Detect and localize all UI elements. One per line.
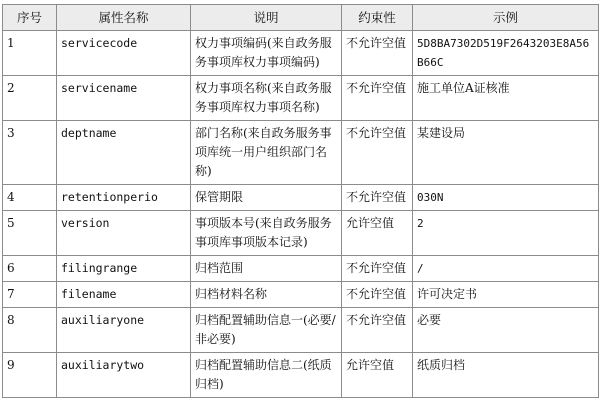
table-row (3, 31, 599, 76)
cell-example: 施工单位A证核准 (413, 76, 599, 121)
cell-attribute: servicecode (57, 31, 191, 76)
cell-constraint: 允许空值 (342, 211, 413, 256)
cell-no: 6 (3, 256, 57, 282)
header-description: 说明 (191, 5, 342, 31)
cell-constraint: 不允许空值 (342, 308, 413, 353)
cell-description: 权力事项编码(来自政务服务事项库权力事项编码) (191, 31, 342, 76)
cell-constraint: 不允许空值 (342, 282, 413, 308)
table-row (3, 121, 599, 185)
cell-attribute: auxiliaryone (57, 308, 191, 353)
cell-constraint: 允许空值 (342, 353, 413, 398)
cell-no: 8 (3, 308, 57, 353)
cell-description: 归档配置辅助信息二(纸质归档) (191, 353, 342, 398)
cell-constraint: 不允许空值 (342, 76, 413, 121)
cell-example: 纸质归档 (413, 353, 599, 398)
header-example: 示例 (413, 5, 599, 31)
cell-example: 030N (413, 185, 599, 211)
table-row (3, 185, 599, 211)
header-no: 序号 (3, 5, 57, 31)
cell-example: 某建设局 (413, 121, 599, 185)
cell-example: 2 (413, 211, 599, 256)
cell-no: 3 (3, 121, 57, 185)
cell-example: / (413, 256, 599, 282)
cell-attribute: servicename (57, 76, 191, 121)
cell-no: 5 (3, 211, 57, 256)
cell-no: 7 (3, 282, 57, 308)
table-row (3, 282, 599, 308)
table-row (3, 76, 599, 121)
cell-description: 归档配置辅助信息一(必要/非必要) (191, 308, 342, 353)
cell-description: 保管期限 (191, 185, 342, 211)
cell-constraint: 不允许空值 (342, 256, 413, 282)
cell-attribute: auxiliarytwo (57, 353, 191, 398)
cell-description: 权力事项名称(来自政务服务事项库权力事项名称) (191, 76, 342, 121)
cell-example: 许可决定书 (413, 282, 599, 308)
cell-constraint: 不允许空值 (342, 31, 413, 76)
cell-constraint: 不允许空值 (342, 185, 413, 211)
table-row (3, 308, 599, 353)
cell-description: 归档范围 (191, 256, 342, 282)
cell-attribute: version (57, 211, 191, 256)
attribute-table (2, 4, 599, 398)
table-header-row (3, 5, 599, 31)
table-row (3, 353, 599, 398)
cell-description: 归档材料名称 (191, 282, 342, 308)
table-row (3, 211, 599, 256)
header-constraint: 约束性 (342, 5, 413, 31)
cell-no: 4 (3, 185, 57, 211)
cell-attribute: filename (57, 282, 191, 308)
cell-attribute: filingrange (57, 256, 191, 282)
cell-no: 9 (3, 353, 57, 398)
cell-attribute: deptname (57, 121, 191, 185)
cell-no: 1 (3, 31, 57, 76)
cell-attribute: retentionperio (57, 185, 191, 211)
table-row (3, 256, 599, 282)
header-attribute: 属性名称 (57, 5, 191, 31)
cell-example: 5D8BA7302D519F2643203E8A56B66C (413, 31, 599, 76)
cell-description: 事项版本号(来自政务服务事项库事项版本记录) (191, 211, 342, 256)
cell-no: 2 (3, 76, 57, 121)
cell-description: 部门名称(来自政务服务事项库统一用户组织部门名称) (191, 121, 342, 185)
cell-example: 必要 (413, 308, 599, 353)
cell-constraint: 不允许空值 (342, 121, 413, 185)
